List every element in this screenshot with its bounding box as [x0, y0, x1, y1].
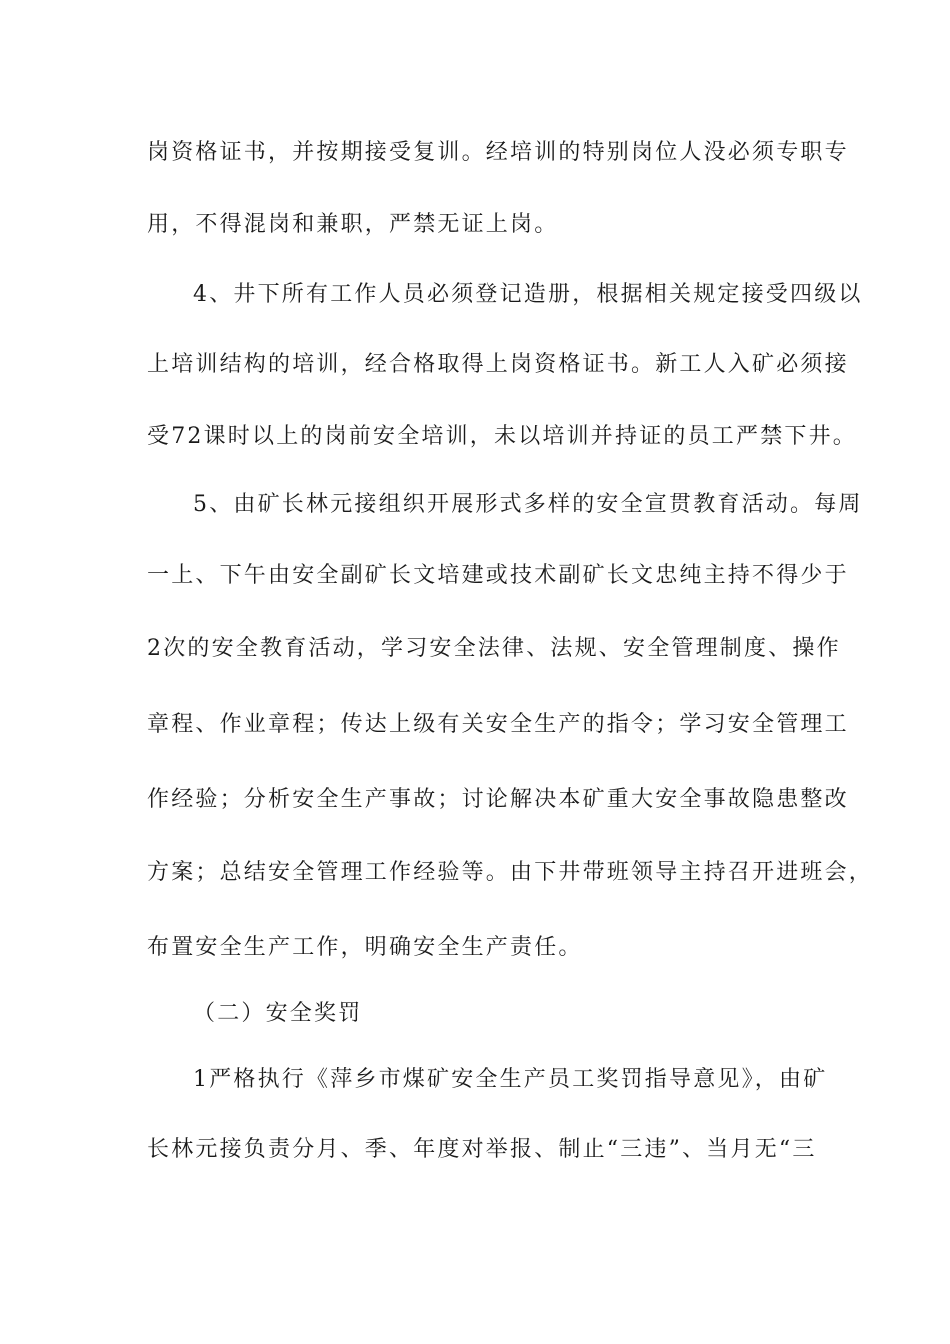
text-line: 受72课时以上的岗前安全培训，未以培训并持证的员工严禁下井。: [147, 424, 857, 449]
paragraph-4-start: 4、井下所有工作人员必须登记造册，根据相关规定接受四级以: [193, 282, 863, 307]
text-line: 上培训结构的培训，经合格取得上岗资格证书。新工人入矿必须接: [147, 352, 849, 377]
text-line: 2次的安全教育活动，学习安全法律、法规、安全管理制度、操作: [147, 636, 841, 661]
section-heading: （二）安全奖罚: [193, 1001, 363, 1026]
text-line: 长林元接负责分月、季、年度对举报、制止“三违”、当月无“三: [147, 1137, 817, 1162]
text-line: 岗资格证书，并按期接受复训。经培训的特别岗位人没必须专职专: [147, 140, 849, 165]
paragraph-5-start: 5、由矿长林元接组织开展形式多样的安全宣贯教育活动。每周: [193, 492, 863, 517]
text-line: 方案；总结安全管理工作经验等。由下井带班领导主持召开进班会，: [147, 860, 874, 885]
text-line: 作经验；分析安全生产事故；讨论解决本矿重大安全事故隐患整改: [147, 787, 849, 812]
text-line: 一上、下午由安全副矿长文培建或技术副矿长文忠纯主持不得少于: [147, 563, 849, 588]
paragraph-1-start: 1严格执行《萍乡市煤矿安全生产员工奖罚指导意见》，由矿: [193, 1067, 828, 1092]
text-line: 布置安全生产工作，明确安全生产责任。: [147, 935, 583, 960]
text-line: 章程、作业章程；传达上级有关安全生产的指令；学习安全管理工: [147, 712, 849, 737]
text-line: 用，不得混岗和兼职，严禁无证上岗。: [147, 212, 559, 237]
